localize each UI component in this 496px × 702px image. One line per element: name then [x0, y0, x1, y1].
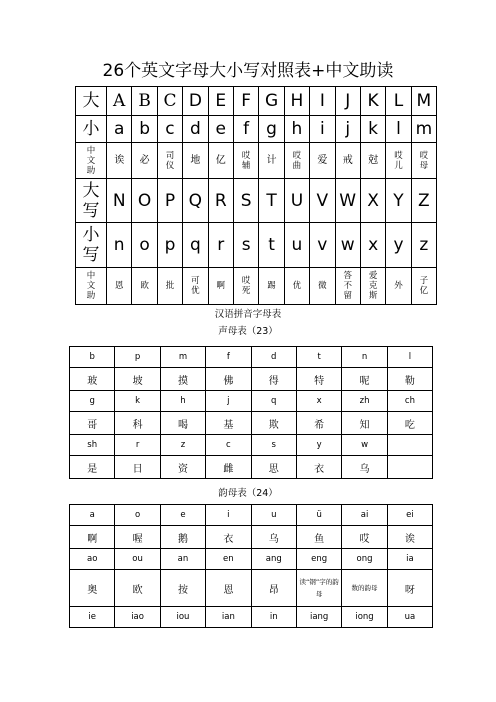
letter-cell: m: [411, 116, 436, 143]
alphabet-table: [75, 86, 437, 305]
table-cell: ü: [296, 505, 341, 526]
table-row: [70, 526, 433, 549]
letter-cell: d: [183, 116, 208, 143]
guide-cell: 批: [157, 268, 182, 305]
letter-cell: X: [360, 179, 385, 223]
table-cell: 勒: [387, 368, 432, 391]
table-cell: 希: [296, 412, 341, 435]
letter-cell: Q: [183, 179, 208, 223]
table-cell: 得: [251, 368, 296, 391]
table-cell: z: [160, 435, 205, 456]
table-cell: 佛: [206, 368, 251, 391]
table-cell: 喔: [115, 526, 160, 549]
table-row: [70, 391, 433, 412]
table-cell: an: [160, 549, 205, 570]
guide-cell: 恩: [107, 268, 132, 305]
table-cell: 乌: [342, 456, 387, 479]
table-cell: iou: [160, 607, 205, 628]
table-row: [70, 607, 433, 628]
table-cell: ang: [251, 549, 296, 570]
table-cell: ong: [342, 549, 387, 570]
letter-cell: G: [259, 87, 284, 116]
table-cell: 玻: [70, 368, 115, 391]
table-cell: sh: [70, 435, 115, 456]
table-cell: l: [387, 347, 432, 368]
letter-cell: H: [284, 87, 309, 116]
lowercase-row-2: [76, 223, 437, 268]
table-cell: ou: [115, 549, 160, 570]
table-cell: iao: [115, 607, 160, 628]
letter-cell: A: [107, 87, 132, 116]
table-cell: en: [206, 549, 251, 570]
table-cell: d: [251, 347, 296, 368]
table-cell: 资: [160, 456, 205, 479]
table-cell: 基: [206, 412, 251, 435]
shengmu-table: [69, 346, 433, 479]
table-cell: 是: [70, 456, 115, 479]
row-label: 大 写: [76, 179, 107, 223]
table-row: [70, 549, 433, 570]
table-cell: [296, 570, 341, 607]
table-cell: g: [70, 391, 115, 412]
letter-cell: N: [107, 179, 132, 223]
shengmu-caption: 声母表（23）: [218, 326, 278, 337]
letter-cell: j: [335, 116, 360, 143]
table-cell: 知: [342, 412, 387, 435]
guide-cell: 哎 辅: [233, 143, 258, 179]
table-cell: 乌: [251, 526, 296, 549]
note-text: 读“钢”字的韵母: [299, 578, 339, 598]
row-label: 小 写: [76, 223, 107, 268]
letter-cell: F: [233, 87, 258, 116]
table-cell: ia: [387, 549, 432, 570]
table-cell: iong: [342, 607, 387, 628]
letter-cell: P: [157, 179, 182, 223]
letter-cell: O: [132, 179, 157, 223]
yunmu-caption: 韵母表（24）: [218, 488, 278, 499]
guide-cell: 哎 死: [233, 268, 258, 305]
table-cell: j: [206, 391, 251, 412]
row-label: 小: [76, 116, 107, 143]
letter-cell: p: [157, 223, 182, 268]
guide-cell: 踢: [259, 268, 284, 305]
letter-cell: T: [259, 179, 284, 223]
table-cell: 吃: [387, 412, 432, 435]
table-cell: 欧: [115, 570, 160, 607]
table-cell: m: [160, 347, 205, 368]
table-cell: n: [342, 347, 387, 368]
letter-cell: Z: [411, 179, 436, 223]
table-cell: h: [160, 391, 205, 412]
letter-cell: n: [107, 223, 132, 268]
letter-cell: Y: [386, 179, 411, 223]
letter-cell: M: [411, 87, 436, 116]
uppercase-row-1: [76, 87, 437, 116]
table-cell: 鹅: [160, 526, 205, 549]
letter-cell: x: [360, 223, 385, 268]
guide-cell: 哎 曲: [284, 143, 309, 179]
letter-cell: L: [386, 87, 411, 116]
letter-cell: U: [284, 179, 309, 223]
guide-cell: 子 亿: [411, 268, 436, 305]
table-cell: f: [206, 347, 251, 368]
table-cell: 雌: [206, 456, 251, 479]
table-cell: 昂: [251, 570, 296, 607]
table-cell: o: [115, 505, 160, 526]
table-cell: x: [296, 391, 341, 412]
guide-cell: 欧: [132, 268, 157, 305]
table-cell: r: [115, 435, 160, 456]
table-cell: 日: [115, 456, 160, 479]
letter-cell: B: [132, 87, 157, 116]
guide-cell: 尅: [360, 143, 385, 179]
table-row: [70, 412, 433, 435]
letter-cell: C: [157, 87, 182, 116]
table-cell: iang: [296, 607, 341, 628]
table-cell: s: [251, 435, 296, 456]
table-cell: p: [115, 347, 160, 368]
letter-cell: W: [335, 179, 360, 223]
letter-cell: I: [310, 87, 335, 116]
table-cell: ie: [70, 607, 115, 628]
table-cell: c: [206, 435, 251, 456]
letter-cell: D: [183, 87, 208, 116]
letter-cell: u: [284, 223, 309, 268]
table-cell: 恩: [206, 570, 251, 607]
letter-cell: y: [386, 223, 411, 268]
note-text: 数的韵母: [351, 584, 378, 592]
letter-cell: E: [208, 87, 233, 116]
page-title: 26个英文字母大小写对照表+中文助读: [102, 61, 394, 81]
guide-cell: 必: [132, 143, 157, 179]
letter-cell: V: [310, 179, 335, 223]
table-cell: ch: [387, 391, 432, 412]
table-row: [70, 368, 433, 391]
row-label: 大: [76, 87, 107, 116]
letter-cell: l: [386, 116, 411, 143]
table-cell: [387, 456, 432, 479]
table-row: [70, 347, 433, 368]
table-cell: 科: [115, 412, 160, 435]
table-row: [70, 456, 433, 479]
letter-cell: k: [360, 116, 385, 143]
table-cell: 摸: [160, 368, 205, 391]
letter-cell: s: [233, 223, 258, 268]
table-cell: 哥: [70, 412, 115, 435]
guide-cell: 计: [259, 143, 284, 179]
table-cell: w: [342, 435, 387, 456]
table-cell: i: [206, 505, 251, 526]
letter-cell: c: [157, 116, 182, 143]
table-cell: 鱼: [296, 526, 341, 549]
pinyin-caption: 汉语拼音字母表: [214, 309, 282, 320]
table-cell: in: [251, 607, 296, 628]
table-cell: 呢: [342, 368, 387, 391]
table-cell: y: [296, 435, 341, 456]
table-cell: t: [296, 347, 341, 368]
letter-cell: f: [233, 116, 258, 143]
table-cell: ao: [70, 549, 115, 570]
letter-cell: S: [233, 179, 258, 223]
letter-cell: R: [208, 179, 233, 223]
table-cell: k: [115, 391, 160, 412]
letter-cell: g: [259, 116, 284, 143]
uppercase-row-2: [76, 179, 437, 223]
table-cell: u: [251, 505, 296, 526]
letter-cell: K: [360, 87, 385, 116]
table-cell: 喝: [160, 412, 205, 435]
table-cell: a: [70, 505, 115, 526]
table-row: [70, 435, 433, 456]
letter-cell: t: [259, 223, 284, 268]
table-cell: [387, 435, 432, 456]
letter-cell: i: [310, 116, 335, 143]
table-cell: 啊: [70, 526, 115, 549]
guide-cell: 爱 克 斯: [360, 268, 385, 305]
chinese-guide-row-1: [76, 143, 437, 179]
guide-cell: 答 不 留: [335, 268, 360, 305]
guide-cell: 哎 儿: [386, 143, 411, 179]
table-row: [70, 505, 433, 526]
letter-cell: a: [107, 116, 132, 143]
guide-cell: 优: [284, 268, 309, 305]
guide-cell: 戒: [335, 143, 360, 179]
table-cell: ua: [387, 607, 432, 628]
table-cell: e: [160, 505, 205, 526]
table-cell: ian: [206, 607, 251, 628]
table-cell: 衣: [296, 456, 341, 479]
guide-cell: 亿: [208, 143, 233, 179]
letter-cell: J: [335, 87, 360, 116]
table-cell: ai: [342, 505, 387, 526]
table-row: [70, 570, 433, 607]
letter-cell: e: [208, 116, 233, 143]
row-label: 中 文 助: [76, 143, 107, 179]
guide-cell: 微: [310, 268, 335, 305]
guide-cell: 外: [386, 268, 411, 305]
table-cell: 欺: [251, 412, 296, 435]
guide-cell: 地: [183, 143, 208, 179]
guide-cell: 哎 母: [411, 143, 436, 179]
table-cell: 奥: [70, 570, 115, 607]
guide-cell: 诶: [107, 143, 132, 179]
lowercase-row-1: [76, 116, 437, 143]
table-cell: eng: [296, 549, 341, 570]
letter-cell: h: [284, 116, 309, 143]
letter-cell: z: [411, 223, 436, 268]
table-cell: 呀: [387, 570, 432, 607]
table-cell: 坡: [115, 368, 160, 391]
chinese-guide-row-2: [76, 268, 437, 305]
yunmu-table: [69, 504, 433, 628]
table-cell: 思: [251, 456, 296, 479]
table-cell: zh: [342, 391, 387, 412]
table-cell: b: [70, 347, 115, 368]
table-cell: 哎: [342, 526, 387, 549]
letter-cell: r: [208, 223, 233, 268]
table-cell: [342, 570, 387, 607]
letter-cell: b: [132, 116, 157, 143]
guide-cell: 爱: [310, 143, 335, 179]
letter-cell: q: [183, 223, 208, 268]
letter-cell: o: [132, 223, 157, 268]
guide-cell: 司 仪: [157, 143, 182, 179]
table-cell: 特: [296, 368, 341, 391]
table-cell: q: [251, 391, 296, 412]
table-cell: 诶: [387, 526, 432, 549]
guide-cell: 可 优: [183, 268, 208, 305]
table-cell: 衣: [206, 526, 251, 549]
table-cell: 按: [160, 570, 205, 607]
letter-cell: w: [335, 223, 360, 268]
row-label: 中 文 助: [76, 268, 107, 305]
table-cell: ei: [387, 505, 432, 526]
guide-cell: 啊: [208, 268, 233, 305]
letter-cell: v: [310, 223, 335, 268]
